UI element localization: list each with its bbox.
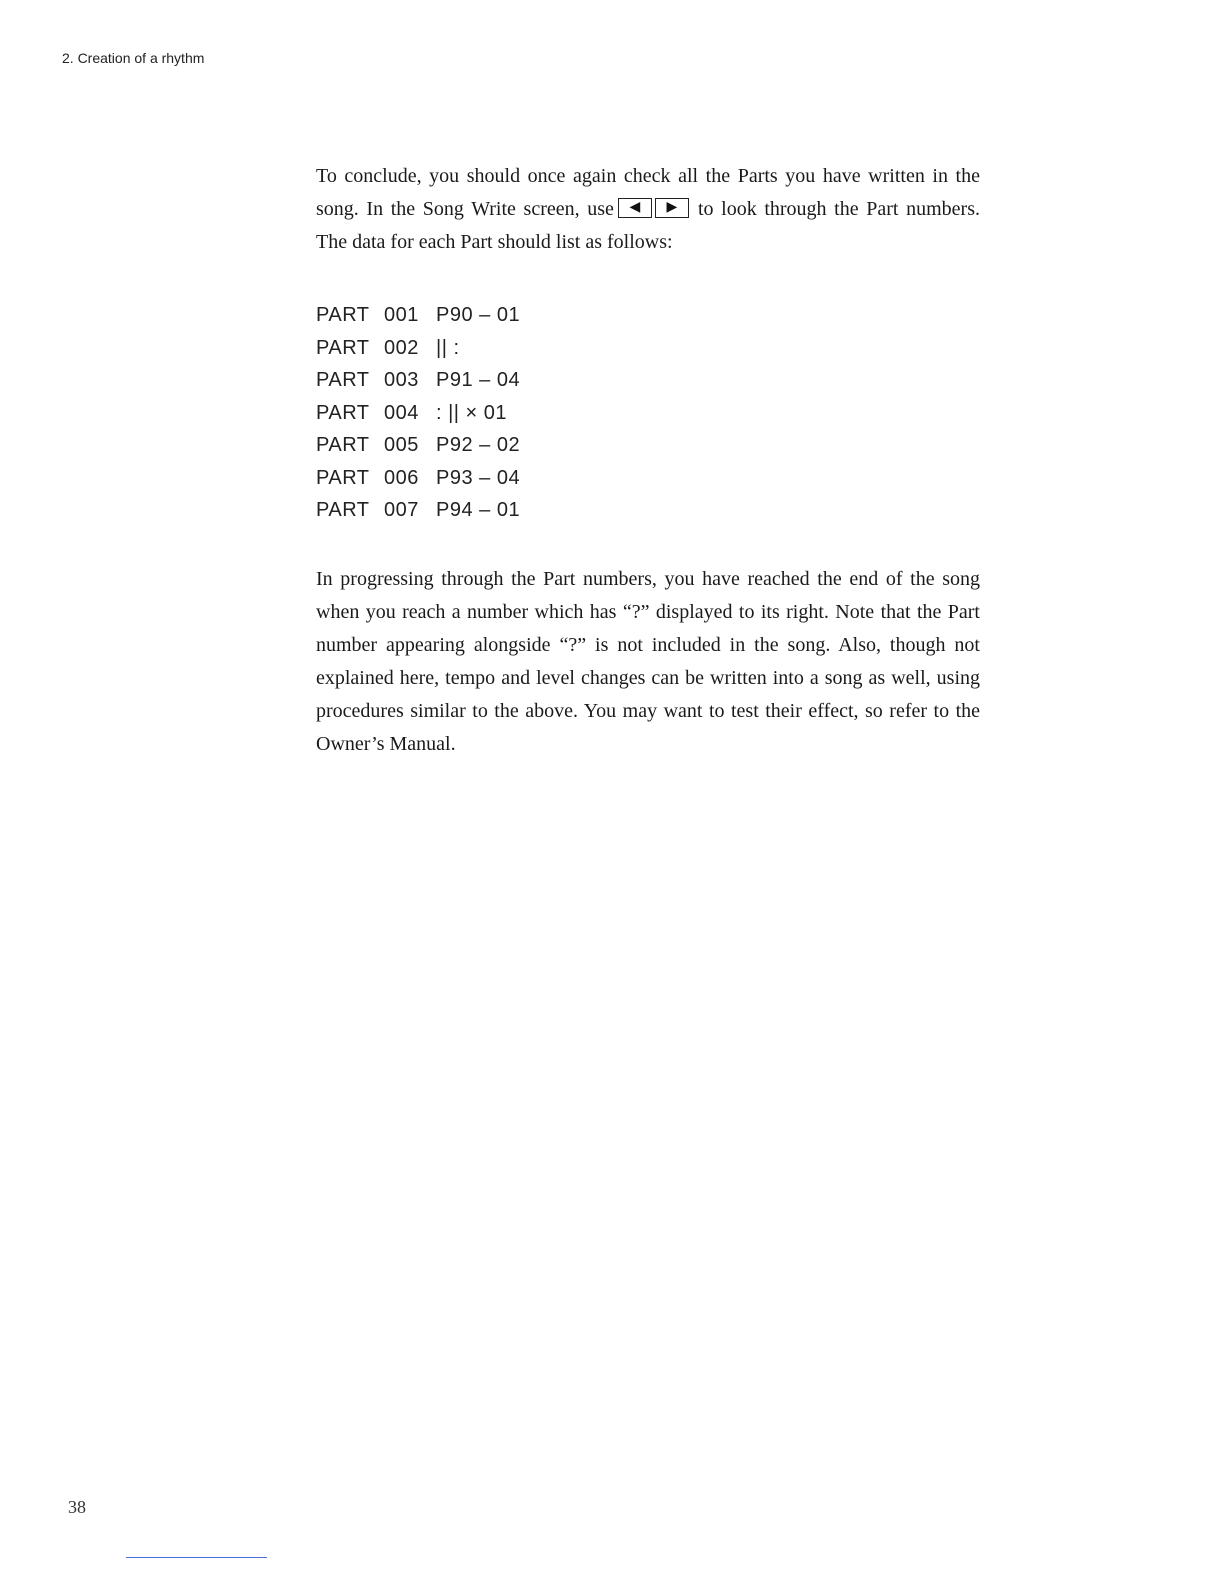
part-number: 004 — [384, 401, 419, 424]
list-item — [316, 364, 980, 397]
part-label: PART — [316, 336, 370, 359]
part-number: 003 — [384, 369, 419, 391]
part-value: P93 – 04 — [436, 466, 521, 489]
part-value: || : — [436, 336, 460, 359]
list-item — [316, 299, 980, 332]
intro-paragraph — [316, 160, 980, 259]
part-value: P91 – 04 — [436, 369, 521, 391]
closing-paragraph: In progressing through the Part numbers, you have reached the end of the song when you reach a number which has “?” displayed to its right. Note that the Part number appearing alongside “?” is not included in the song. Also, though not explained here, tempo and level changes can be written into a song as well, using procedures similar to the above. You may want to test their effect, so refer to the Owner’s Manual. — [316, 567, 980, 755]
list-item — [316, 494, 980, 527]
list-item — [316, 429, 980, 462]
list-item — [316, 462, 980, 495]
cursor-right-key-icon: ▶ — [655, 198, 689, 218]
running-header: 2. Creation of a rhythm — [62, 50, 205, 66]
footer-rule — [126, 1557, 267, 1558]
part-value: : || × 01 — [436, 401, 508, 424]
page-number: 38 — [68, 1497, 86, 1517]
part-value: P94 – 01 — [436, 499, 521, 521]
part-label: PART — [316, 304, 370, 326]
part-value: P92 – 02 — [436, 434, 521, 456]
page-content — [316, 160, 980, 761]
part-number: 006 — [384, 466, 419, 489]
intro-text-before-keys: To conclude, you should once again check all the Parts you have written in the song. In the Song Write screen, use — [316, 165, 980, 220]
list-item — [316, 332, 980, 365]
part-label: PART — [316, 369, 370, 391]
parts-list — [316, 299, 980, 527]
intro-text-after-keys: to look through the Part numbers. The data for each Part should list as follows: — [316, 198, 980, 253]
cursor-keys — [618, 198, 692, 218]
part-value: P90 – 01 — [436, 304, 521, 326]
list-item — [316, 397, 980, 430]
part-number: 005 — [384, 434, 419, 456]
part-number: 002 — [384, 336, 419, 359]
part-label: PART — [316, 466, 370, 489]
part-number: 001 — [384, 304, 419, 326]
part-number: 007 — [384, 499, 419, 521]
part-label: PART — [316, 499, 370, 521]
part-label: PART — [316, 401, 370, 424]
cursor-left-key-icon: ◀ — [618, 198, 652, 218]
part-label: PART — [316, 434, 370, 456]
